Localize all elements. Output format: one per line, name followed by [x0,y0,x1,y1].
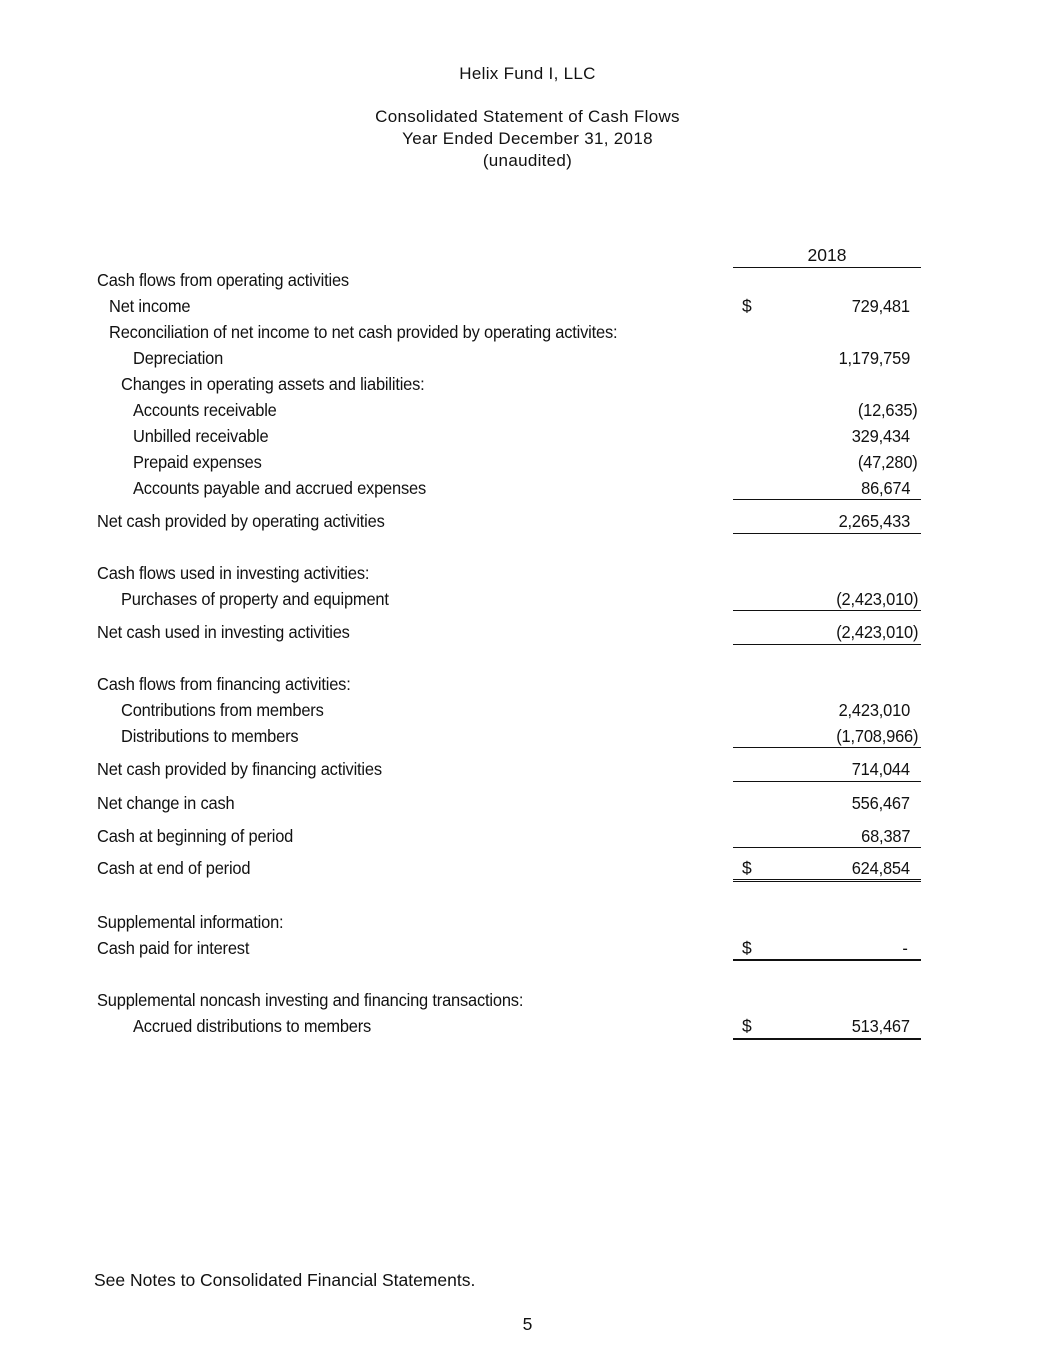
row-amount: 1,179,759 [838,348,910,368]
subtotal-rule [733,499,921,500]
row-amount: (2,423,010) [835,589,918,609]
total-rule [733,1038,921,1040]
table-row [0,348,1055,374]
row-amount: 729,481 [851,296,910,316]
total-rule [733,959,921,961]
row-amount: 2,423,010 [838,700,910,720]
row-label: Prepaid expenses [133,452,262,472]
subtotal-rule [733,533,921,534]
row-label: Depreciation [133,348,224,368]
row-amount: 86,674 [860,478,910,498]
table-row [0,726,1055,752]
subtotal-rule [733,781,921,782]
section-heading-financing [0,674,1055,700]
row-label: Supplemental noncash investing and financing transactions: [97,990,524,1010]
row-amount: 2,265,433 [838,511,910,531]
row-label: Net cash used in investing activities [97,622,350,642]
row-label: Accounts payable and accrued expenses [133,478,427,498]
cash-beginning-row [0,826,1055,852]
row-label: Cash flows from operating activities [97,270,349,290]
statement-period: Year Ended December 31, 2018 [402,129,653,148]
section-heading-operating [0,270,1055,296]
audit-status: (unaudited) [482,151,573,170]
dollar-sign: $ [742,1016,752,1036]
row-label: Changes in operating assets and liabilities: [121,374,425,394]
row-amount: 68,387 [860,826,910,846]
row-label: Cash flows used in investing activities: [97,563,370,583]
row-amount: 556,467 [851,793,910,813]
row-label: Net cash provided by operating activities [97,511,385,531]
row-label: Supplemental information: [97,912,284,932]
dollar-sign: $ [742,938,752,958]
section-heading-investing [0,563,1055,589]
company-name: Helix Fund I, LLC [459,64,596,83]
row-label: Net change in cash [97,793,235,813]
row-label: Accrued distributions to members [133,1016,372,1036]
row-amount: 624,854 [851,858,910,878]
page-number: 5 [522,1314,533,1334]
table-row [0,426,1055,452]
column-header-rule [733,267,921,268]
row-amount: (2,423,010) [835,622,918,642]
row-label: Cash at end of period [97,858,251,878]
table-row [0,478,1055,504]
row-label: Reconciliation of net income to net cash provided by operating activites: [109,322,618,342]
net-change-row [0,793,1055,819]
table-row [0,700,1055,726]
row-label: Cash flows from financing activities: [97,674,351,694]
row-amount: (1,708,966) [835,726,918,746]
row-label: Unbilled receivable [133,426,269,446]
row-label: Net cash provided by financing activities [97,759,382,779]
subtotal-rule [733,644,921,645]
row-amount: 513,467 [851,1016,910,1036]
row-amount: 714,044 [851,759,910,779]
row-label: Distributions to members [121,726,299,746]
row-label: Net income [109,296,191,316]
row-amount: - [902,938,908,958]
table-row [0,589,1055,615]
row-label: Cash at beginning of period [97,826,294,846]
total-double-rule [733,879,921,882]
dollar-sign: $ [742,858,752,878]
statement-title: Consolidated Statement of Cash Flows [375,107,680,126]
row-label: Accounts receivable [133,400,277,420]
table-row [0,452,1055,478]
section-heading-noncash [0,990,1055,1016]
subtotal-rule [733,610,921,611]
table-row [0,296,1055,322]
row-amount: (12,635) [858,400,918,420]
section-heading-supplemental [0,912,1055,938]
dollar-sign: $ [742,296,752,316]
row-amount: 329,434 [851,426,910,446]
footer-note: See Notes to Consolidated Financial Statements. [94,1270,476,1290]
subsection-heading [0,322,1055,348]
subtotal-rule [733,847,921,848]
subsection-heading [0,374,1055,400]
row-label: Purchases of property and equipment [121,589,389,609]
table-row [0,400,1055,426]
row-label: Cash paid for interest [97,938,250,958]
subtotal-rule [733,747,921,748]
column-header-year: 2018 [807,245,847,265]
row-amount: (47,280) [858,452,918,472]
row-label: Contributions from members [121,700,324,720]
